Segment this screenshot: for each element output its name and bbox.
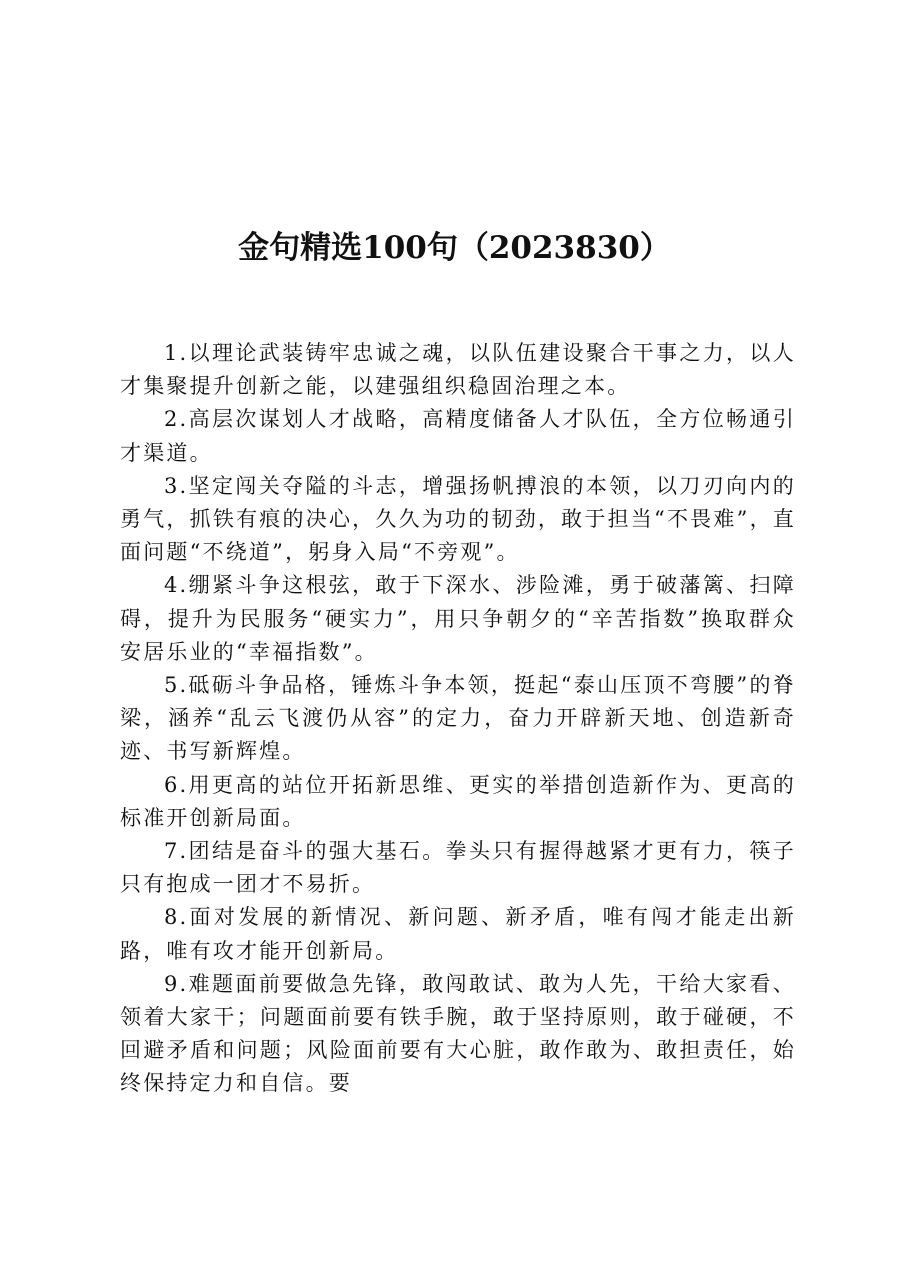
paragraph-1: 1.以理论武装铸牢忠诚之魂，以队伍建设聚合干事之力，以人才集聚提升创新之能，以建强组织稳固治理之本。	[120, 341, 796, 399]
paragraph-9: 9.难题面前要做急先锋，敢闯敢试、敢为人先，干给大家看、领着大家干；问题面前要有铁手腕，敢于坚持原则，敢于碰硬，不回避矛盾和问题；风险面前要有大心脏，敢作敢为、敢担责任，始终保持定力和自信。要	[120, 971, 796, 1096]
paragraph-2: 2.高层次谋划人才战略，高精度储备人才队伍，全方位畅通引才渠道。	[120, 407, 796, 465]
paragraph-6: 6.用更高的站位开拓新思维、更实的举措创造新作为、更高的标准开创新局面。	[120, 772, 796, 830]
paragraph-4: 4.绷紧斗争这根弦，敢于下深水、涉险滩，勇于破藩篱、扫障碍，提升为民服务“硬实力”，用只争朝夕的“辛苦指数”换取群众安居乐业的“幸福指数”。	[120, 573, 796, 664]
document-title: 金句精选100句（2023830）	[238, 230, 671, 266]
paragraph-8: 8.面对发展的新情况、新问题、新矛盾，唯有闯才能走出新路，唯有攻才能开创新局。	[120, 905, 796, 963]
document-body	[120, 337, 796, 1101]
paragraph-7: 7.团结是奋斗的强大基石。拳头只有握得越紧才更有力，筷子只有抱成一团才不易折。	[120, 839, 796, 897]
paragraph-3: 3.坚定闯关夺隘的斗志，增强扬帆搏浪的本领，以刀刃向内的勇气，抓铁有痕的决心，久久为功的韧劲，敢于担当“不畏难”，直面问题“不绕道”，躬身入局“不旁观”。	[120, 473, 796, 565]
paragraph-5: 5.砥砺斗争品格，锤炼斗争本领，挺起“泰山压顶不弯腰”的脊梁，涵养“乱云飞渡仍从容”的定力，奋力开辟新天地、创造新奇迹、书写新辉煌。	[120, 673, 796, 764]
